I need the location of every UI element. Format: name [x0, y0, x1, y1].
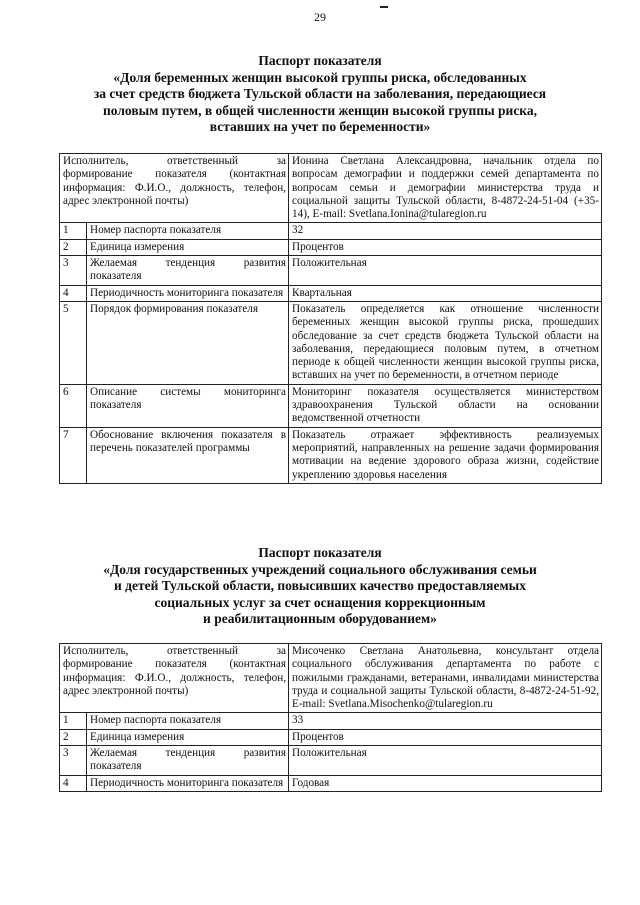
row-number: 6	[60, 384, 87, 427]
row-label: Номер паспорта показателя	[87, 713, 289, 729]
table-row	[60, 427, 602, 483]
row-number: 1	[60, 223, 87, 239]
table-row	[60, 384, 602, 427]
executor-value: Ионина Светлана Александровна, начальник отдела по вопросам демографии и поддержки семей департамента по вопросам семьи и демографии министерства труда и социальной защиты Тульской области, 8-4872-24-51-04 (+35-14), E-mail: Svetlana.Ionina@tularegion.ru	[289, 154, 602, 223]
table-row	[60, 644, 602, 713]
row-number: 1	[60, 713, 87, 729]
row-label: Единица измерения	[87, 729, 289, 745]
scan-speck	[380, 6, 388, 8]
passport-1-title-line: вставших на учет по беременности»	[209, 119, 431, 135]
passport-2-title-line: и детей Тульской области, повысивших качество предоставляемых	[114, 578, 526, 594]
passport-2-table	[59, 643, 602, 792]
row-value: Положительная	[289, 256, 602, 286]
passport-1-table	[59, 153, 602, 484]
executor-label: Исполнитель, ответственный за формирование показателя (контактная информация: Ф.И.О., должность, телефон, адрес электронной почты)	[60, 154, 289, 223]
table-row	[60, 713, 602, 729]
row-label: Обоснование включения показателя в перечень показателей программы	[87, 427, 289, 483]
passport-1-title-line: половым путем, в общей численности женщин высокой группы риска,	[102, 102, 538, 118]
row-value: Квартальная	[289, 285, 602, 301]
page-number: 29	[314, 10, 326, 24]
row-number: 4	[60, 285, 87, 301]
row-value: Положительная	[289, 746, 602, 776]
passport-1-heading: Паспорт показателя	[258, 53, 382, 68]
table-row	[60, 285, 602, 301]
row-number: 5	[60, 301, 87, 384]
row-number: 4	[60, 775, 87, 791]
passport-2-title-line: и реабилитационным оборудованием»	[203, 611, 437, 627]
executor-label: Исполнитель, ответственный за формирование показателя (контактная информация: Ф.И.О., должность, телефон, адрес электронной почты)	[60, 644, 289, 713]
row-number: 2	[60, 239, 87, 255]
table-row	[60, 239, 602, 255]
row-label: Желаемая тенденция развития показателя	[87, 746, 289, 776]
row-number: 3	[60, 746, 87, 776]
passport-2-heading: Паспорт показателя	[258, 545, 382, 560]
row-label: Описание системы мониторинга показателя	[87, 384, 289, 427]
row-value: Процентов	[289, 239, 602, 255]
passport-2-title	[40, 545, 600, 628]
row-value: 33	[289, 713, 602, 729]
row-value: Годовая	[289, 775, 602, 791]
row-label: Желаемая тенденция развития показателя	[87, 256, 289, 286]
table-row	[60, 775, 602, 791]
row-value: Показатель определяется как отношение численности беременных женщин высокой группы риска, прошедших обследование за счет средств бюджета Тульской области на заболевания, передающиеся половым путем, в отчетном периоде к общей численности женщин высокой группы риска, вставших на учет по беременности, в отчетном периоде	[289, 301, 602, 384]
row-value: Мониторинг показателя осуществляется министерством здравоохранения Тульской области на основании ведомственной отчетности	[289, 384, 602, 427]
passport-1-title-line: «Доля беременных женщин высокой группы риска, обследованных	[113, 69, 527, 85]
passport-1-title-line: за счет средств бюджета Тульской области на заболевания, передающиеся	[93, 86, 547, 102]
row-label: Периодичность мониторинга показателя	[87, 285, 289, 301]
row-label: Единица измерения	[87, 239, 289, 255]
row-number: 7	[60, 427, 87, 483]
table-row	[60, 729, 602, 745]
row-value: Процентов	[289, 729, 602, 745]
passport-2-title-line: «Доля государственных учреждений социального обслуживания семьи	[103, 561, 537, 577]
passport-2-title-line: социальных услуг за счет оснащения коррекционным	[154, 594, 486, 610]
table-row	[60, 223, 602, 239]
row-number: 2	[60, 729, 87, 745]
table-row	[60, 301, 602, 384]
row-value: 32	[289, 223, 602, 239]
table-row	[60, 154, 602, 223]
table-row	[60, 746, 602, 776]
row-value: Показатель отражает эффективность реализуемых мероприятий, направленных на решение задачи формирования мотивации на ведение здорового образа жизни, содействие укреплению здоровья населения	[289, 427, 602, 483]
executor-value: Мисоченко Светлана Анатольевна, консультант отдела социального обслуживания департамента по работе с пожилыми гражданами, ветеранами, инвалидами министерства труда и социальной защиты Тульской области, 8-4872-24-51-92, E-mail: Svetlana.Misochenko@tularegion.ru	[289, 644, 602, 713]
passport-1-title	[40, 53, 600, 136]
row-number: 3	[60, 256, 87, 286]
table-row	[60, 256, 602, 286]
row-label: Периодичность мониторинга показателя	[87, 775, 289, 791]
row-label: Номер паспорта показателя	[87, 223, 289, 239]
row-label: Порядок формирования показателя	[87, 301, 289, 384]
